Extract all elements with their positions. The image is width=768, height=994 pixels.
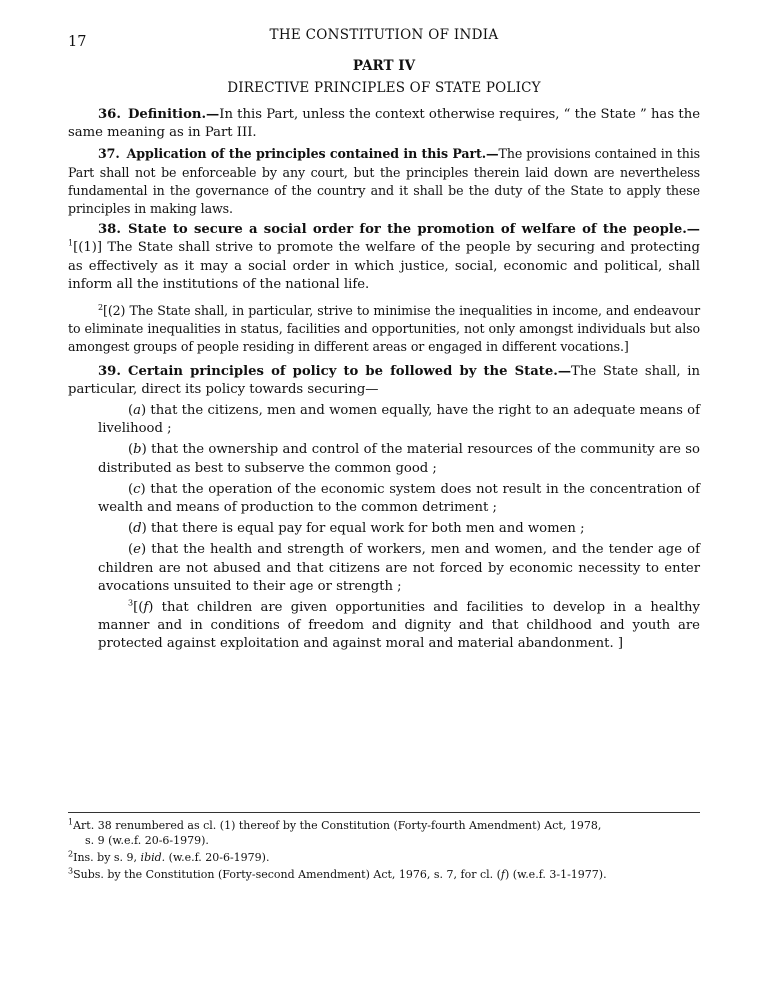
body-text: [68, 106, 700, 657]
footnote-text: ) (w.e.f. 3-1-1977).: [505, 868, 607, 881]
footnote-text: (w.e.f. 20-6-1979).: [165, 851, 270, 864]
clause-letter: f: [143, 600, 149, 616]
clause-text: that the operation of the economic system does not result in the concentration of wealth and means of production to the common detriment ;: [98, 481, 700, 516]
article-text: [(1)] The State shall strive to promote the welfare of the people by securing and protecting as effectively as it may a social order in which justice, social, economic and political, shall inform all the institutions of the national life.: [68, 240, 700, 292]
article-heading: Certain principles of policy to be followed by the State.—: [127, 363, 572, 379]
clause-letter: e: [133, 542, 141, 558]
footnote-number: 3: [68, 866, 74, 876]
clause-text: that there is equal pay for equal work for both men and women ;: [146, 521, 585, 537]
clause-letter: a: [133, 403, 142, 419]
article-number: 36.: [98, 107, 121, 122]
clause-d: (d) that there is equal pay for equal work for both men and women ;: [128, 521, 585, 537]
footnote-marker: 1: [68, 239, 74, 249]
clause-letter: c: [133, 481, 141, 497]
footnote-marker: 3: [128, 598, 134, 608]
article-number: 37.: [98, 146, 120, 162]
article-38-clause-2: [68, 302, 700, 357]
clause-letter: d: [133, 521, 142, 537]
clause-c: (c) that the operation of the economic system does not result in the concentration of wealth and means of production to the common detriment ;: [98, 481, 700, 516]
footnote-italic: ibid.: [140, 851, 166, 864]
part-title: PART IV: [352, 58, 416, 74]
footnote-marker: 2: [98, 302, 103, 312]
clause-text: [(2) The State shall, in particular, strive to minimise the inequalities in income, and endeavour to eliminate inequalities in status, facilities and opportunities, not only amongst individuals but also amongest groups of people residing in different areas or engaged in different vocations.]: [68, 303, 700, 355]
clause-e: (e) that the health and strength of workers, men and women, and the tender age of children are not abused and that citizens are not forced by economic necessity to enter avocations unsuited to their age or strength ;: [98, 542, 700, 594]
clause-f: [98, 599, 700, 654]
article-heading: State to secure a social order for the promotion of welfare of the people.—: [127, 222, 700, 238]
footnote-text-continued: s. 9 (w.e.f. 20-6-1979).: [85, 834, 209, 847]
article-heading: Definition.—: [127, 107, 220, 122]
footnotes: [68, 818, 700, 884]
article-number: 38.: [98, 222, 121, 238]
footnote-divider: [68, 812, 700, 813]
article-38: [68, 221, 700, 294]
footnote-number: 2: [68, 849, 74, 859]
part-subtitle: DIRECTIVE PRINCIPLES OF STATE POLICY: [227, 80, 541, 96]
clause-open-bracket: [(: [133, 600, 144, 616]
footnote-text: Ins. by s. 9,: [73, 851, 141, 864]
clause-a: (a) that the citizens, men and women equally, have the right to an adequate means of livelihood ;: [98, 403, 700, 437]
clause-b: (b) that the ownership and control of the material resources of the community are so distributed as best to subserve the common good ;: [98, 442, 700, 476]
footnote-italic: f: [500, 868, 505, 881]
article-37: [68, 145, 700, 218]
footnote-text: Subs. by the Constitution (Forty-second Amendment) Act, 1976, s. 7, for cl. (: [73, 868, 501, 881]
article-text: The provisions contained in this Part shall not be enforceable by any court, but the principles therein laid down are nevertheless fundamental in the governance of the country and it shall be the duty of the State to apply these principles in making laws.: [68, 146, 701, 217]
article-text: In this Part, unless the context otherwise requires, “ the State ” has the same meaning as in Part III.: [68, 107, 700, 141]
footnote-2: [68, 850, 700, 865]
clause-text: that the ownership and control of the material resources of the community are so distributed as best to subserve the common good ;: [98, 442, 700, 476]
article-number: 39.: [98, 363, 121, 379]
article-39: [68, 363, 700, 399]
footnote-number: 1: [68, 817, 74, 827]
clause-letter: b: [133, 442, 142, 458]
running-head: THE CONSTITUTION OF INDIA: [269, 27, 499, 43]
article-heading: Application of the principles contained in this Part.—: [126, 146, 499, 162]
article-36: [68, 106, 700, 142]
clause-text: ) that children are given opportunities and facilities to develop in a healthy manner and in conditions of freedom and dignity and that childhood and youth are protected against exploitation and against moral and material abandonment. ]: [98, 600, 700, 652]
article-text: The State shall, in particular, direct its policy towards securing—: [68, 363, 700, 397]
clause-text: that the health and strength of workers, men and women, and the tender age of children are not abused and that citizens are not forced by economic necessity to enter avocations unsuited to their age or strength ;: [98, 542, 700, 594]
page-number: 17: [68, 34, 87, 50]
footnote-1: [68, 818, 700, 848]
footnote-3: [68, 867, 700, 882]
footnote-text: Art. 38 renumbered as cl. (1) thereof by the Constitution (Forty-fourth Amendment) Act, 1978,: [73, 819, 602, 832]
clause-text: that the citizens, men and women equally, have the right to an adequate means of livelihood ;: [98, 403, 700, 437]
